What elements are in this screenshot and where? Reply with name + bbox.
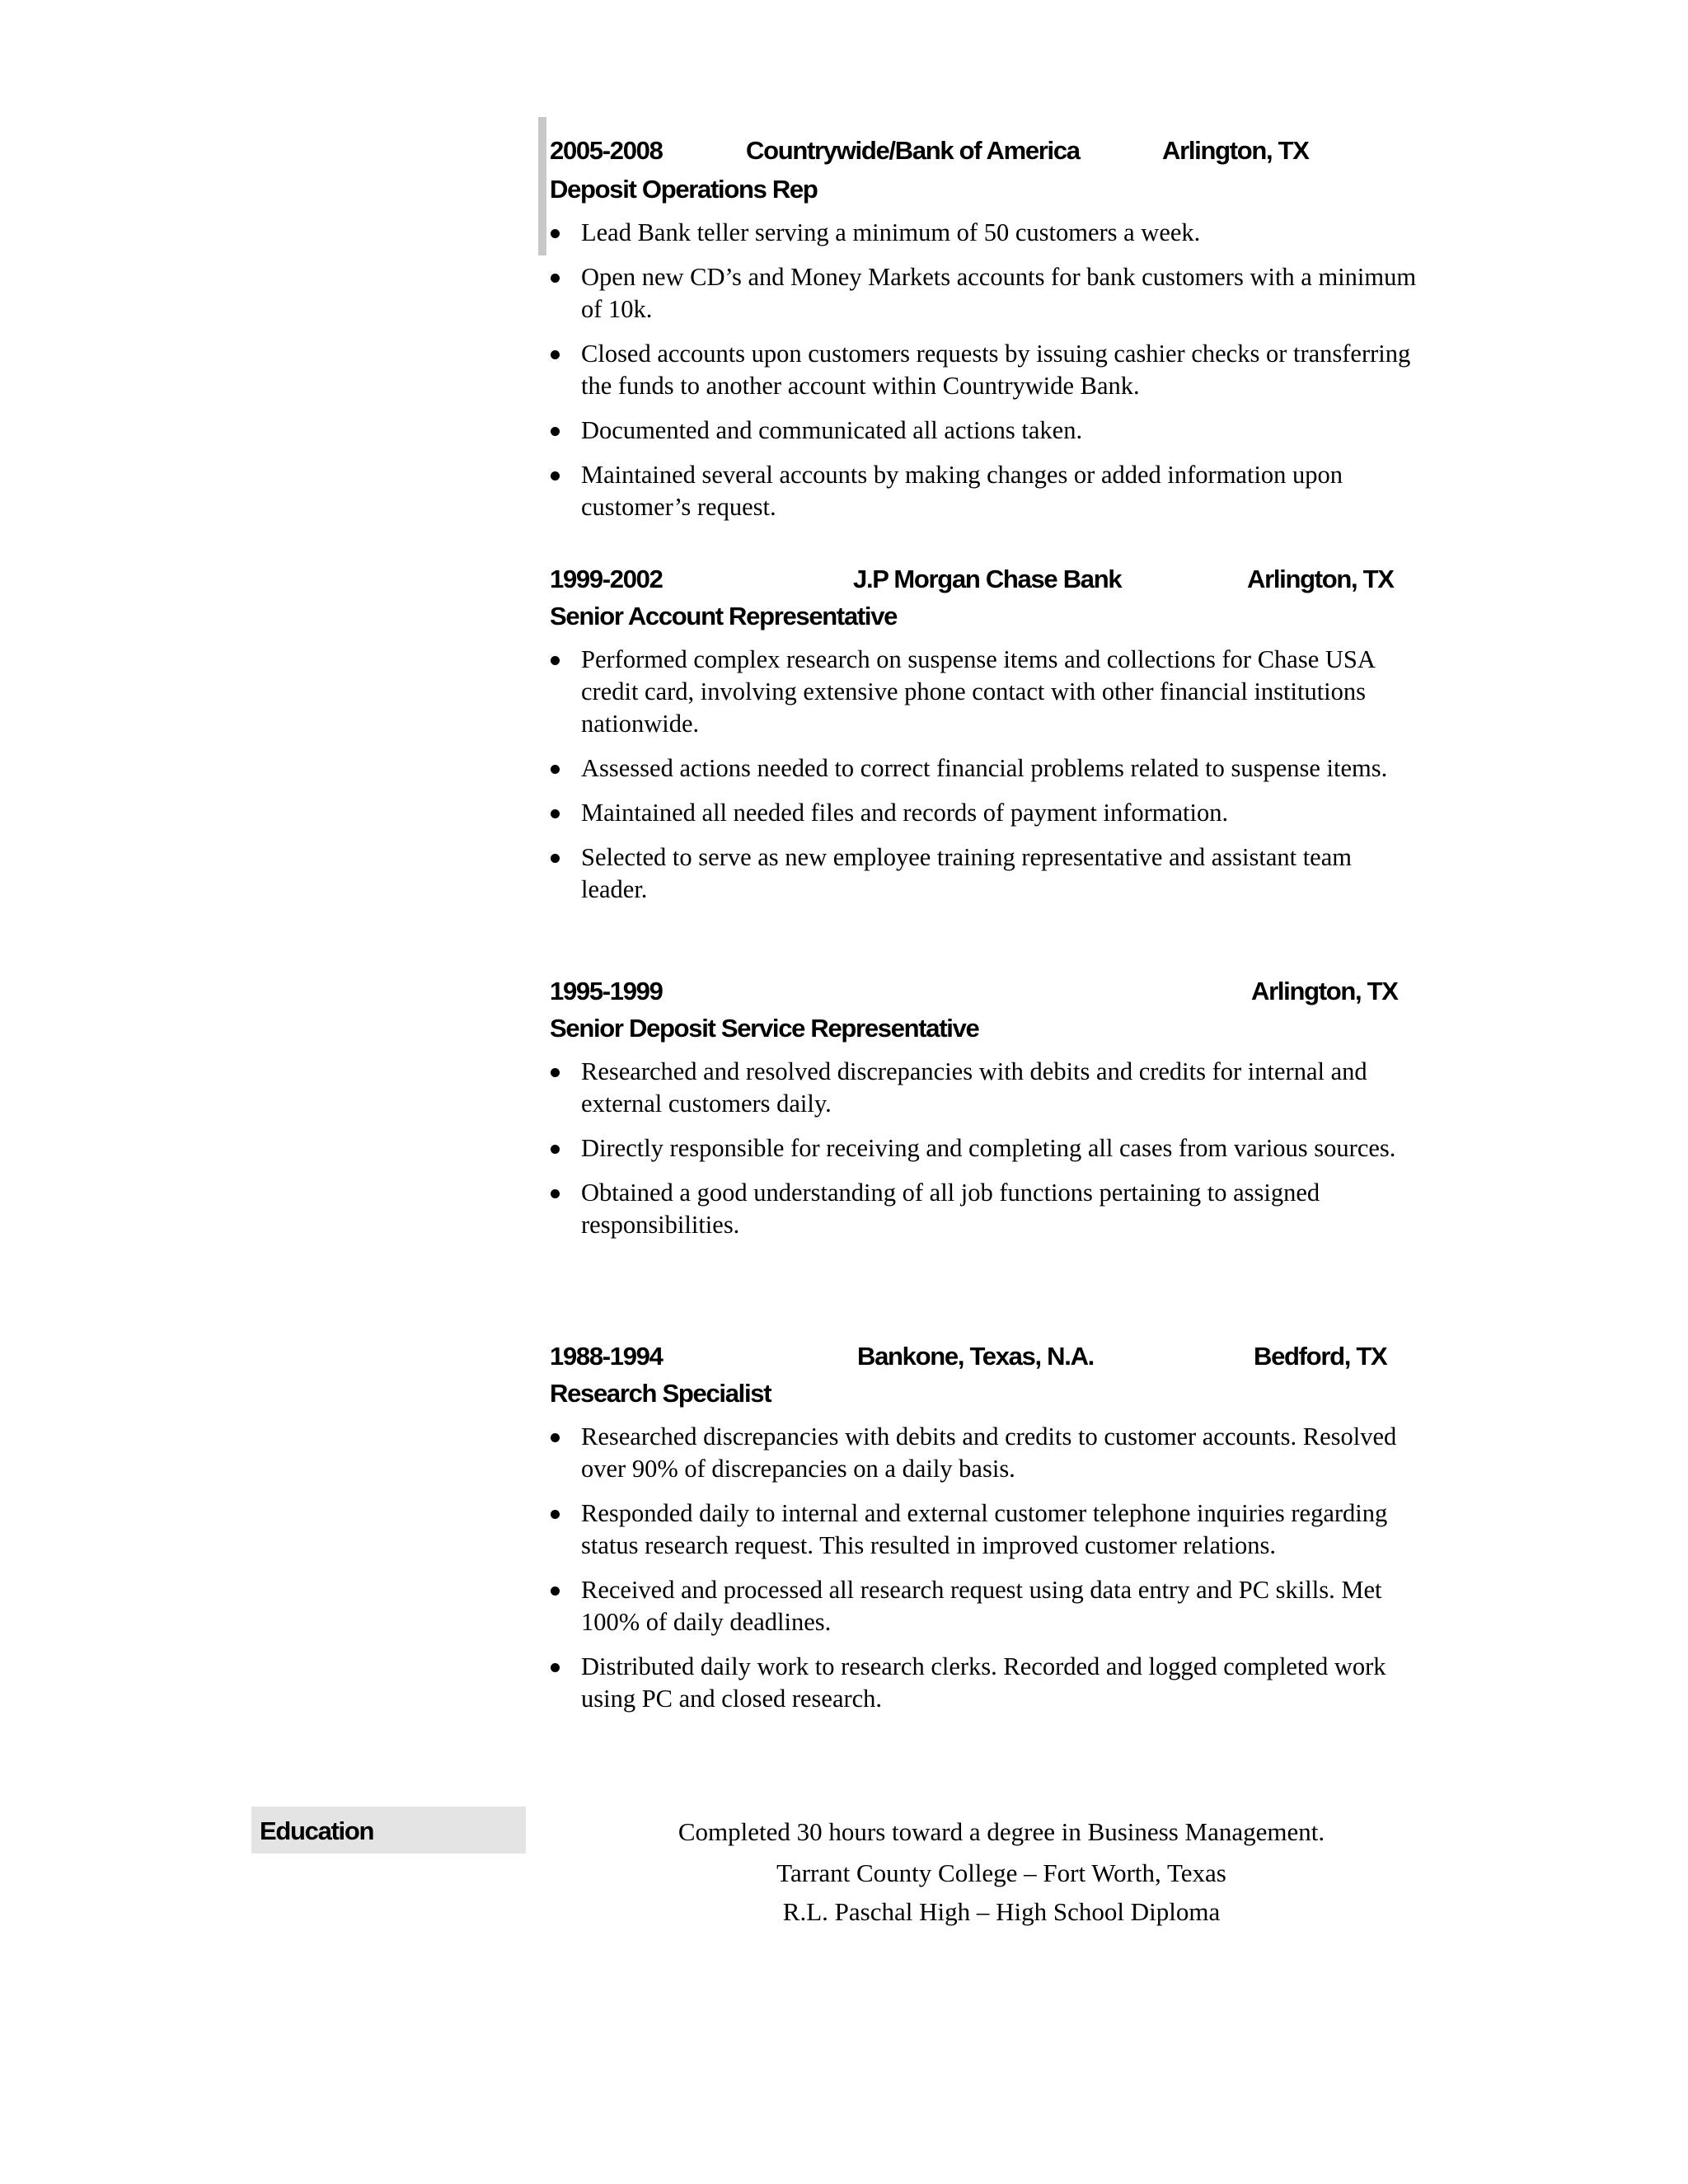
education-section-label-box (251, 1807, 526, 1854)
bullet-icon (551, 1145, 560, 1154)
bullet-icon (551, 427, 560, 436)
job-bullet-list (548, 217, 1422, 536)
bullet-icon (551, 350, 560, 359)
bullet-icon (551, 809, 560, 818)
list-item: Lead Bank teller serving a minimum of 50 customers a week. (548, 217, 1422, 249)
list-item: Selected to serve as new employee training representative and assistant team leader. (548, 841, 1422, 906)
job-years: 1995-1999 (550, 977, 663, 1005)
job-company: Countrywide/Bank of America (746, 136, 1080, 165)
job-company: J.P Morgan Chase Bank (853, 565, 1122, 593)
job-title: Senior Account Representative (550, 602, 898, 630)
list-item: Obtained a good understanding of all job functions pertaining to assigned responsibilities. (548, 1177, 1422, 1241)
list-item: Assessed actions needed to correct financial problems related to suspense items. (548, 752, 1422, 785)
list-item: Received and processed all research request using data entry and PC skills. Met 100% of daily deadlines. (548, 1574, 1422, 1638)
list-item: Maintained several accounts by making changes or added information upon customer’s request. (548, 459, 1422, 523)
list-item: Directly responsible for receiving and completing all cases from various sources. (548, 1132, 1422, 1165)
list-item: Researched and resolved discrepancies with debits and credits for internal and external customers daily. (548, 1056, 1422, 1120)
education-heading: Education (260, 1816, 374, 1845)
bullet-icon (551, 854, 560, 863)
education-line: Tarrant County College – Fort Worth, Texas (776, 1858, 1226, 1887)
list-item: Researched discrepancies with debits and credits to customer accounts. Resolved over 90% of discrepancies on a daily basis. (548, 1421, 1422, 1485)
job-company: Bankone, Texas, N.A. (857, 1342, 1094, 1371)
job-location: Arlington, TX (1251, 977, 1398, 1005)
list-item: Closed accounts upon customers requests by issuing cashier checks or transferring the funds to another account within Countrywide Bank. (548, 338, 1422, 402)
job-bullet-list (548, 644, 1422, 918)
job-years: 2005-2008 (550, 136, 663, 165)
section-accent-bar (538, 117, 546, 255)
list-item: Responded daily to internal and external customer telephone inquiries regarding status research request. This resulted in improved customer relations. (548, 1497, 1422, 1562)
bullet-icon (551, 1510, 560, 1519)
bullet-icon (551, 274, 560, 283)
list-item: Maintained all needed files and records of payment information. (548, 797, 1422, 829)
bullet-icon (551, 1189, 560, 1198)
list-item: Performed complex research on suspense items and collections for Chase USA credit card, involving extensive phone contact with other financial institutions nationwide. (548, 644, 1422, 740)
bullet-icon (551, 1433, 560, 1442)
job-location: Bedford, TX (1254, 1342, 1387, 1371)
education-line: Completed 30 hours toward a degree in Business Management. (678, 1817, 1325, 1846)
bullet-icon (551, 229, 560, 238)
list-item: Documented and communicated all actions taken. (548, 415, 1422, 447)
job-title: Senior Deposit Service Representative (550, 1014, 979, 1043)
job-location: Arlington, TX (1247, 565, 1394, 593)
bullet-icon (551, 1663, 560, 1672)
job-years: 1999-2002 (550, 565, 663, 593)
bullet-icon (551, 471, 560, 480)
bullet-icon (551, 656, 560, 665)
job-bullet-list (548, 1421, 1422, 1727)
education-line: R.L. Paschal High – High School Diploma (782, 1897, 1221, 1926)
bullet-icon (551, 765, 560, 774)
job-title: Research Specialist (550, 1379, 771, 1408)
list-item: Open new CD’s and Money Markets accounts for bank customers with a minimum of 10k. (548, 261, 1422, 326)
list-item: Distributed daily work to research clerks. Recorded and logged completed work using PC and closed research. (548, 1651, 1422, 1715)
job-bullet-list (548, 1056, 1422, 1254)
job-location: Arlington, TX (1162, 136, 1309, 165)
bullet-icon (551, 1068, 560, 1077)
job-years: 1988-1994 (550, 1342, 663, 1371)
bullet-icon (551, 1586, 560, 1596)
job-title: Deposit Operations Rep (550, 175, 818, 204)
